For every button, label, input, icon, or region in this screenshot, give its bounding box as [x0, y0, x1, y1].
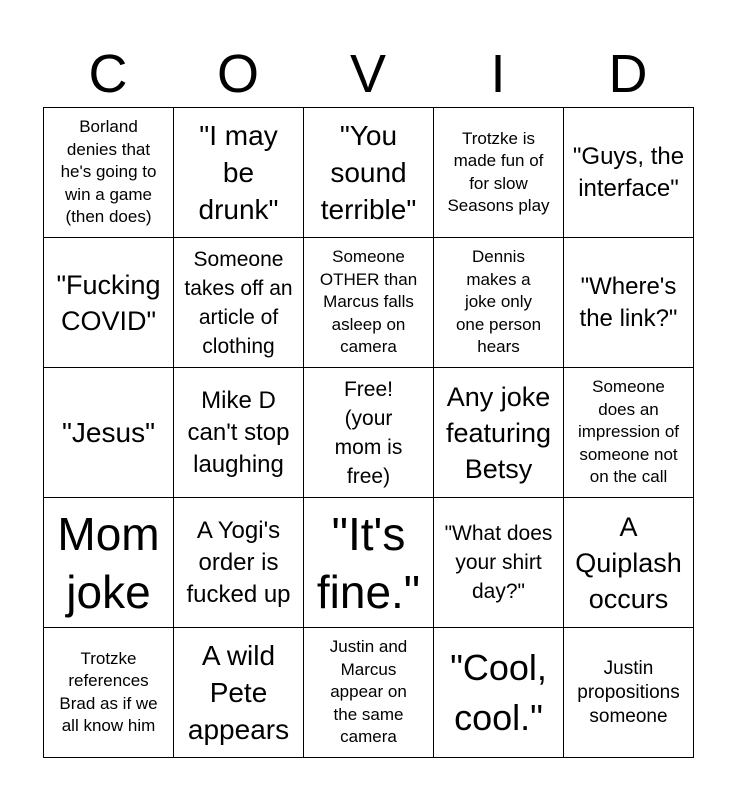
header-letter-i: I [490, 44, 506, 104]
bingo-cell-r5-c2[interactable] [174, 628, 304, 758]
header-letter-c: C [88, 44, 128, 104]
bingo-cell-r2-c4[interactable] [434, 238, 564, 368]
cell-text: Someone OTHER than Marcus falls asleep on camera [319, 247, 418, 357]
cell-text: Any joke featuring Betsy [445, 381, 552, 484]
header-letter-d: D [608, 44, 648, 104]
bingo-cell-r5-c1[interactable] [44, 628, 174, 758]
cell-text: Justin and Marcus appear on the same camera [329, 637, 408, 747]
bingo-cell-r2-c5[interactable] [564, 238, 694, 368]
cell-text: "What does your shirt day?" [444, 522, 553, 603]
cell-text: Trotzke is made fun of for slow Seasons play [447, 128, 550, 215]
cell-text: "You sound terrible" [320, 120, 417, 225]
cell-text: "Where's the link?" [579, 272, 678, 332]
bingo-cell-r4-c5[interactable] [564, 498, 694, 628]
bingo-cell-r1-c4[interactable] [434, 108, 564, 238]
bingo-cell-r2-c3[interactable] [304, 238, 434, 368]
bingo-cell-r1-c2[interactable] [174, 108, 304, 238]
cell-text: Justin propositions someone [577, 657, 680, 727]
cell-text: A Quiplash occurs [575, 511, 682, 614]
bingo-cell-r3-c3[interactable] [304, 368, 434, 498]
header-letter-v: V [349, 44, 387, 104]
bingo-cell-r4-c3[interactable] [304, 498, 434, 628]
cell-text: "Fucking COVID" [56, 269, 161, 336]
bingo-cell-r5-c4[interactable] [434, 628, 564, 758]
cell-text: Trotzke references Brad as if we all know him [59, 648, 158, 735]
bingo-cell-r2-c1[interactable] [44, 238, 174, 368]
cell-text: Dennis makes a joke only one person hears [455, 247, 542, 357]
bingo-cell-r4-c4[interactable] [434, 498, 564, 628]
cell-text: A wild Pete appears [187, 640, 290, 745]
cell-text: Mike D can't stop laughing [187, 386, 290, 478]
cell-text: Free! (your mom is free) [334, 377, 403, 488]
bingo-cell-r1-c3[interactable] [304, 108, 434, 238]
cell-text: "Jesus" [61, 417, 156, 448]
cell-text: Borland denies that he's going to win a game (then does) [60, 117, 157, 227]
cell-text: "Cool, cool." [450, 646, 547, 738]
bingo-cell-r3-c4[interactable] [434, 368, 564, 498]
bingo-cell-r3-c2[interactable] [174, 368, 304, 498]
bingo-cell-r5-c3[interactable] [304, 628, 434, 758]
bingo-cell-r1-c1[interactable] [44, 108, 174, 238]
bingo-board [43, 107, 694, 758]
bingo-cell-r4-c1[interactable] [44, 498, 174, 628]
bingo-cell-r1-c5[interactable] [564, 108, 694, 238]
bingo-cell-r5-c5[interactable] [564, 628, 694, 758]
cell-text: Someone takes off an article of clothing [184, 247, 293, 358]
bingo-header [43, 40, 693, 108]
header-letter-o: O [216, 44, 259, 104]
cell-text: Mom joke [57, 507, 160, 618]
cell-text: "Guys, the interface" [572, 142, 685, 202]
bingo-cell-r4-c2[interactable] [174, 498, 304, 628]
cell-text: "I may be drunk" [198, 120, 279, 225]
bingo-cell-r3-c5[interactable] [564, 368, 694, 498]
cell-text: "It's fine." [316, 507, 421, 618]
bingo-cell-r3-c1[interactable] [44, 368, 174, 498]
cell-text: Someone does an impression of someone not on the call [577, 377, 680, 487]
bingo-cell-r2-c2[interactable] [174, 238, 304, 368]
cell-text: A Yogi's order is fucked up [186, 516, 291, 608]
